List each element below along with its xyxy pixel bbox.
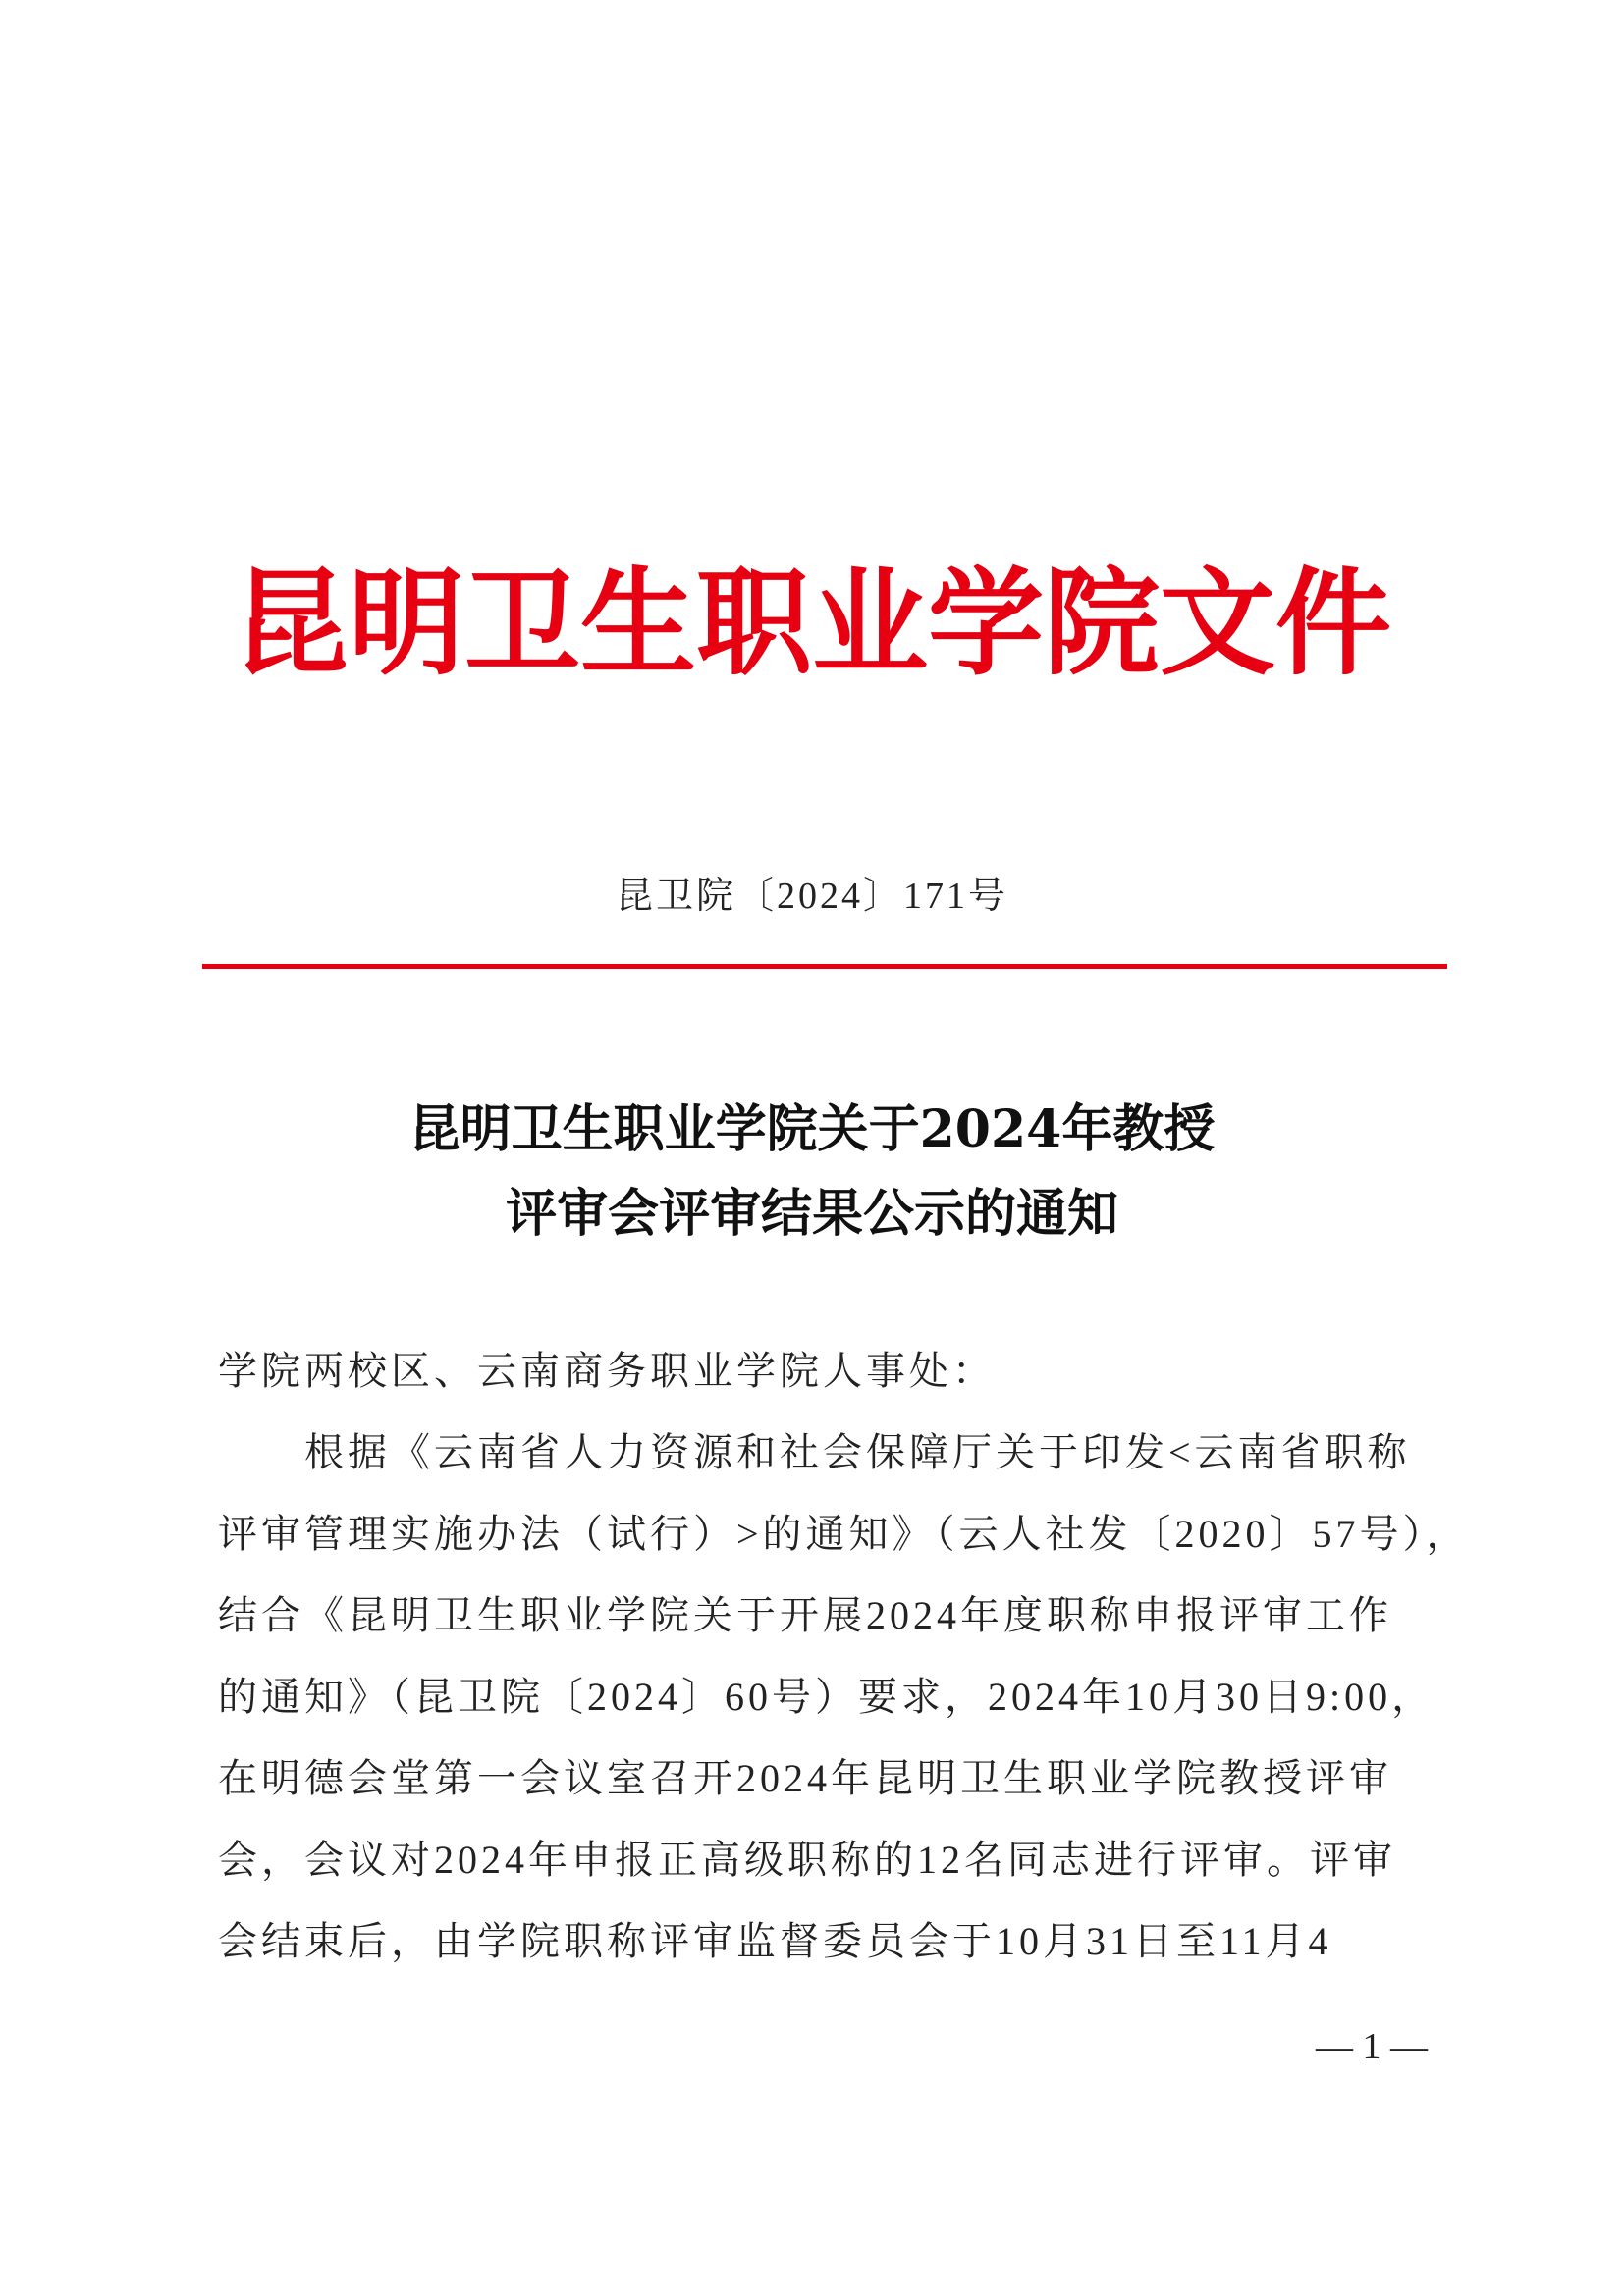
addressee-line: 学院两校区、云南商务职业学院人事处： <box>218 1349 996 1393</box>
paragraph-line: 评审管理实施办法（试行）>的通知》（云人社发〔2020〕57号）， <box>218 1512 1470 1556</box>
notice-title-line-2: 评审会评审结果公示的通知 <box>505 1184 1118 1244</box>
paragraph-line: 结合《昆明卫生职业学院关于开展2024年度职称申报评审工作 <box>218 1593 1392 1637</box>
notice-title-line-1: 昆明卫生职业学院关于2024年教授 <box>408 1099 1216 1159</box>
document-number: 昆卫院〔2024〕171号 <box>615 876 1008 917</box>
notice-body <box>218 1330 1470 1982</box>
paragraph-line: 会，会议对2024年申报正高级职称的12名同志进行评审。评审 <box>218 1838 1396 1882</box>
paragraph-line: 根据《云南省人力资源和社会保障厅关于印发<云南省职称 <box>304 1430 1411 1474</box>
paragraph-line: 会结束后，由学院职称评审监督委员会于10月31日至11月4 <box>218 1919 1332 1963</box>
paragraph-line: 在明德会堂第一会议室召开2024年昆明卫生职业学院教授评审 <box>218 1756 1392 1800</box>
red-divider-rule <box>202 964 1447 969</box>
page-number: — 1 — <box>1316 2026 1428 2067</box>
notice-title <box>0 1088 1624 1256</box>
paragraph-line: 的通知》（昆卫院〔2024〕60号）要求，2024年10月30日9:00， <box>218 1675 1435 1719</box>
document-masthead: 昆明卫生职业学院文件 <box>232 555 1391 691</box>
